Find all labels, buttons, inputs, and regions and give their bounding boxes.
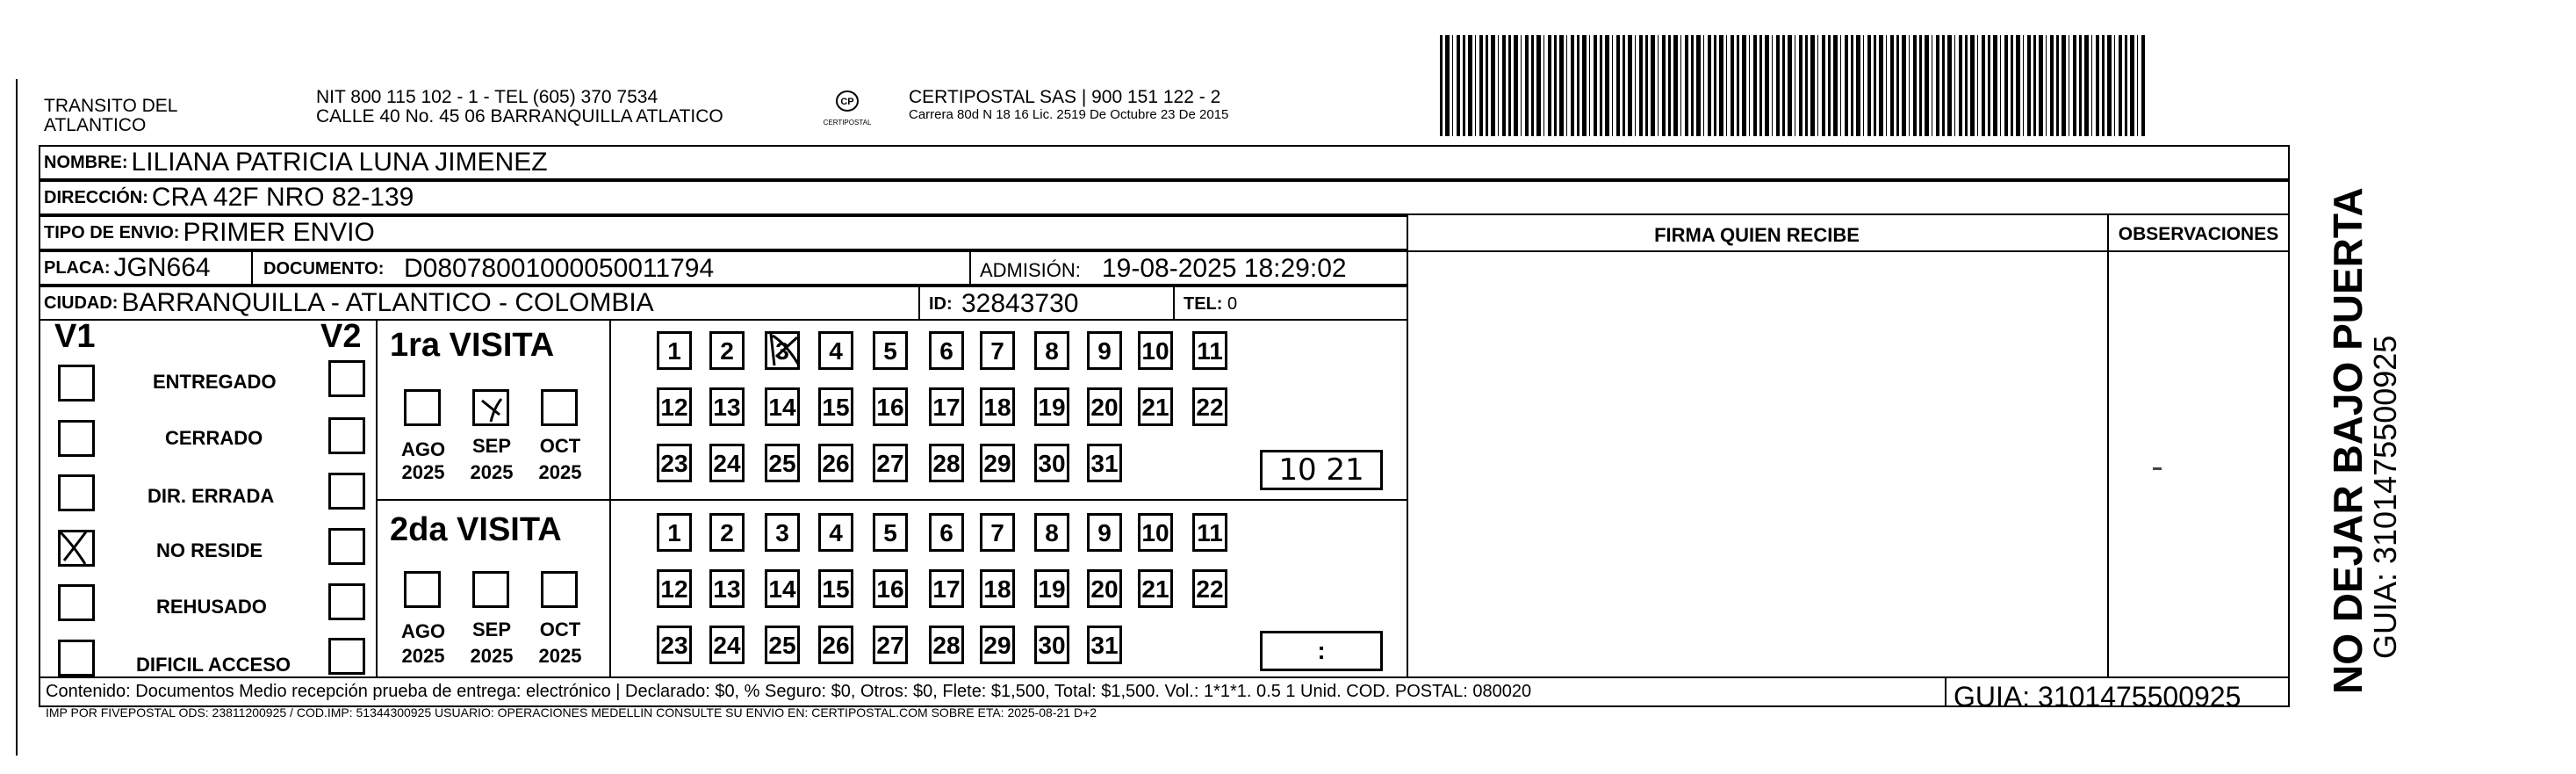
second-visit-day-24[interactable]: 24 [709,626,745,664]
second-visit-title: 2da VISITA [390,511,562,548]
second-visit-time-box[interactable]: : [1260,631,1383,671]
org-line1: TRANSITO DEL [44,96,178,116]
first-visit-day-11[interactable]: 11 [1192,331,1227,370]
month-label: OCT [539,618,581,640]
documento-value: D08078001000050011794 [404,254,715,283]
first-visit-day-27[interactable]: 27 [873,444,908,482]
tel-label: TEL: [1184,294,1223,314]
second-visit-day-12[interactable]: 12 [657,569,692,608]
divider [1173,287,1175,319]
company-info [909,88,1228,123]
first-visit-day-20[interactable]: 20 [1087,387,1122,426]
divider [969,252,971,284]
v2-label: V2 [320,318,362,355]
second-visit-day-21[interactable]: 21 [1138,569,1173,608]
address-line: CALLE 40 No. 45 06 BARRANQUILLA ATLATICO [316,106,723,127]
first-visit-day-26[interactable]: 26 [818,444,853,482]
first-visit-day-12[interactable]: 12 [657,387,692,426]
company-line: CERTIPOSTAL SAS | 900 151 122 - 2 [909,87,1221,107]
second-visit-day-8[interactable]: 8 [1034,513,1069,552]
first-visit-day-8[interactable]: 8 [1034,331,1069,370]
second-visit-day-27[interactable]: 27 [873,626,908,664]
row-ciudad [39,286,1408,321]
v2-cerrado-checkbox[interactable] [328,417,365,454]
option-entregado: ENTREGADO [153,371,277,393]
first-visit-day-30[interactable]: 30 [1034,444,1069,482]
first-visit-day-25[interactable]: 25 [765,444,800,482]
visit-divider [376,499,1407,501]
first-visit-oct-checkbox[interactable] [541,389,578,426]
v1-rehusado-checkbox[interactable] [58,584,95,621]
nombre-label: NOMBRE: [44,152,128,172]
second-visit-day-6[interactable]: 6 [929,513,964,552]
second-visit-day-10[interactable]: 10 [1138,513,1173,552]
row-direccion [39,180,2290,215]
option-dir-errada: DIR. ERRADA [148,485,275,507]
first-visit-day-29[interactable]: 29 [980,444,1015,482]
ciudad-value: BARRANQUILLA - ATLANTICO - COLOMBIA [121,288,654,317]
stray-mark [2153,467,2162,470]
first-visit-day-7[interactable]: 7 [980,331,1015,370]
second-visit-day-20[interactable]: 20 [1087,569,1122,608]
second-visit-day-22[interactable]: 22 [1192,569,1227,608]
option-rehusado: REHUSADO [156,596,267,618]
first-visit-day-15[interactable]: 15 [818,387,853,426]
month-label: AGO [400,620,446,642]
check-mark-icon [766,330,804,373]
footer-content [46,682,1531,720]
footer-line2: IMP POR FIVEPOSTAL ODS: 23811200925 / COD.IMP: 51344300925 USUARIO: OPERACIONES MEDELLIN CONSULTE SU ENVIO EN: CERTIPOSTAL.COM SOBRE ETA: 2025-08-21 D+2 [46,705,1097,720]
direccion-value: CRA 42F NRO 82-139 [151,183,414,212]
first-visit-title: 1ra VISITA [390,327,555,364]
admision-label: ADMISIÓN: [980,259,1081,281]
second-visit-day-16[interactable]: 16 [873,569,908,608]
option-no-reside: NO RESIDE [156,539,263,561]
second-visit-day-5[interactable]: 5 [873,513,908,552]
second-visit-ago-checkbox[interactable] [404,571,441,608]
side-warning [2327,187,2402,694]
divider [918,287,920,319]
first-visit-time-box[interactable]: 10 21 [1260,450,1383,490]
admision-value: 19-08-2025 18:29:02 [1102,254,1347,283]
row-nombre [39,145,2290,180]
second-visit-day-4[interactable]: 4 [818,513,853,552]
logo-icon [830,88,865,114]
month-label: AGO [400,438,446,460]
no-dejar-text: NO DEJAR BAJO PUERTA [2325,187,2371,694]
left-edge-line [16,79,18,756]
v2-dificil-acceso-checkbox[interactable] [328,638,365,675]
second-visit-oct-checkbox[interactable] [541,571,578,608]
direccion-label: DIRECCIÓN: [44,187,148,207]
second-visit-day-25[interactable]: 25 [765,626,800,664]
check-mark-icon [54,525,97,569]
v2-dir-errada-checkbox[interactable] [328,473,365,510]
first-visit-day-18[interactable]: 18 [980,387,1015,426]
first-visit-day-3[interactable]: 3 [765,331,800,370]
year-label: 2025 [401,645,445,667]
first-visit-day-16[interactable]: 16 [873,387,908,426]
v1-entregado-checkbox[interactable] [58,365,95,401]
second-visit-day-9[interactable]: 9 [1087,513,1122,552]
year-label: 2025 [470,645,514,667]
year-label: 2025 [401,461,445,483]
v2-rehusado-checkbox[interactable] [328,583,365,620]
second-visit-day-31[interactable]: 31 [1087,626,1122,664]
first-visit-day-24[interactable]: 24 [709,444,745,482]
second-visit-day-19[interactable]: 19 [1034,569,1069,608]
row-tipo [39,215,1408,250]
company-address: Carrera 80d N 18 16 Lic. 2519 De Octubre 23 De 2015 [909,107,1229,122]
v1-dificil-acceso-checkbox[interactable] [58,640,95,676]
v1-label: V1 [54,318,96,355]
tipo-label: TIPO DE ENVIO: [44,222,180,242]
second-visit-day-1[interactable]: 1 [657,513,692,552]
barcode [1440,35,2147,136]
year-label: 2025 [538,645,582,667]
first-visit-day-22[interactable]: 22 [1192,387,1227,426]
first-visit-day-5[interactable]: 5 [873,331,908,370]
first-visit-day-19[interactable]: 19 [1034,387,1069,426]
second-visit-day-7[interactable]: 7 [980,513,1015,552]
second-visit-day-17[interactable]: 17 [929,569,964,608]
second-visit-day-11[interactable]: 11 [1192,513,1227,552]
id-label: ID: [929,294,953,314]
side-guia-text: GUIA: 3101475500925 [2367,335,2403,659]
v2-entregado-checkbox[interactable] [328,360,365,397]
second-visit-day-15[interactable]: 15 [818,569,853,608]
footer-guia-border [1945,676,1946,707]
first-visit-day-6[interactable]: 6 [929,331,964,370]
ciudad-label: CIUDAD: [44,293,119,313]
second-visit-day-3[interactable]: 3 [765,513,800,552]
second-visit-day-13[interactable]: 13 [709,569,745,608]
org-line2: ATLANTICO [44,115,147,135]
check-mark-icon [475,392,510,427]
v1-cerrado-checkbox[interactable] [58,420,95,457]
year-label: 2025 [538,461,582,483]
documento-label: DOCUMENTO: [263,259,385,278]
first-visit-day-2[interactable]: 2 [709,331,745,370]
second-visit-day-14[interactable]: 14 [765,569,800,608]
month-label: SEP [471,618,512,640]
obs-header: OBSERVACIONES [2118,224,2279,244]
firma-header: FIRMA QUIEN RECIBE [1654,224,1860,246]
row-placa [39,250,1408,286]
footer-top-line [39,676,2290,678]
month-label: OCT [539,435,581,457]
second-visit-day-29[interactable]: 29 [980,626,1015,664]
first-visit-day-23[interactable]: 23 [657,444,692,482]
footer-line1: Contenido: Documentos Medio recepción prueba de entrega: electrónico | Declarado: $0, % Seguro: $0, Otros: $0, Flete: $1,500, Total: $1,500. Vol.: 1*1*1. 0.5 1 Unid. COD. POSTAL: 080020 [46,682,1532,701]
tel-value: 0 [1227,294,1238,314]
footer-guia: GUIA: 3101475500925 [1954,681,2241,713]
column-header-line [1407,250,2290,252]
placa-value: JGN664 [113,253,211,282]
second-visit-day-23[interactable]: 23 [657,626,692,664]
month-label: SEP [471,435,512,457]
second-visit-day-18[interactable]: 18 [980,569,1015,608]
v2-no-reside-checkbox[interactable] [328,528,365,565]
second-visit-day-2[interactable]: 2 [709,513,745,552]
id-value: 32843730 [961,289,1079,318]
first-visit-day-10[interactable]: 10 [1138,331,1173,370]
second-visit-day-26[interactable]: 26 [818,626,853,664]
option-dificil-acceso: DIFICIL ACCESO [136,654,291,676]
v1-dir-errada-checkbox[interactable] [58,474,95,511]
first-visit-day-9[interactable]: 9 [1087,331,1122,370]
year-label: 2025 [470,461,514,483]
first-visit-ago-checkbox[interactable] [404,389,441,426]
obs-right-border [2288,215,2290,676]
option-cerrado: CERRADO [165,427,263,449]
v1-no-reside-checkbox[interactable] [58,530,95,567]
first-visit-day-28[interactable]: 28 [929,444,964,482]
org-contact [316,88,723,127]
nit-line: NIT 800 115 102 - 1 - TEL (605) 370 7534 [316,87,658,107]
first-visit-day-1[interactable]: 1 [657,331,692,370]
first-visit-sep-checkbox[interactable] [472,389,509,426]
first-visit-day-4[interactable]: 4 [818,331,853,370]
divider [251,252,253,284]
first-visit-day-17[interactable]: 17 [929,387,964,426]
placa-label: PLACA: [44,257,111,278]
second-visit-sep-checkbox[interactable] [472,571,509,608]
nombre-value: LILIANA PATRICIA LUNA JIMENEZ [131,148,548,177]
firma-left-border [1407,215,1408,676]
first-visit-day-14[interactable]: 14 [765,387,800,426]
obs-left-border [2107,215,2109,676]
org-name [44,97,177,135]
tipo-value: PRIMER ENVIO [183,218,375,247]
first-visit-day-21[interactable]: 21 [1138,387,1173,426]
second-visit-day-28[interactable]: 28 [929,626,964,664]
first-visit-day-31[interactable]: 31 [1087,444,1122,482]
svg-text:CP: CP [840,97,854,107]
certipostal-logo [821,88,874,132]
logo-text: CERTIPOSTAL [823,119,872,127]
first-visit-day-13[interactable]: 13 [709,387,745,426]
second-visit-day-30[interactable]: 30 [1034,626,1069,664]
